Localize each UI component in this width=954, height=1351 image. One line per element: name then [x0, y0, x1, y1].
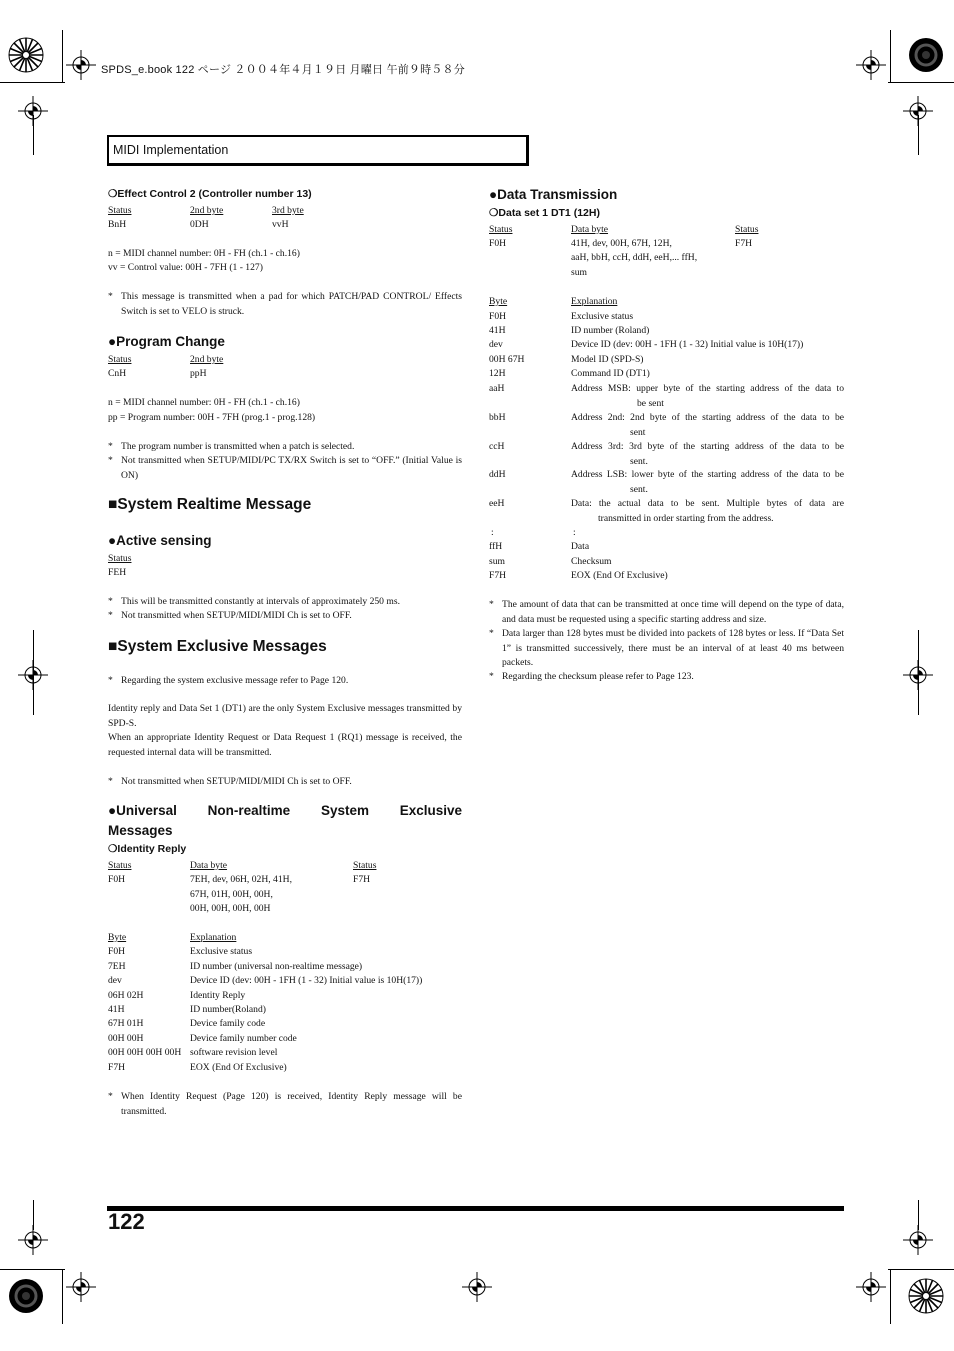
status-value: F7H — [735, 238, 753, 249]
explanation-cell: ID number(Roland) — [190, 1004, 266, 1015]
page-number: 122 — [108, 1209, 145, 1234]
byte-cell: dev — [489, 339, 503, 350]
footnote: * Not transmitted when SETUP/MIDI/MIDI Ch is set to OFF. — [108, 610, 352, 621]
col-head-data-byte: Data byte — [571, 224, 609, 235]
explanation-cell: Address MSB: upper byte of the starting address of the data to be sent — [571, 383, 844, 409]
paragraph: Identity reply and Data Set 1 (DT1) are the only System Exclusive messages transmitted by SPD-S. — [108, 703, 462, 729]
byte-cell: 06H 02H — [108, 990, 144, 1001]
data-byte-line: sum — [571, 267, 587, 278]
byte-cell: 41H — [489, 325, 506, 336]
col-head-2nd-byte: 2nd byte — [190, 205, 224, 216]
heading-word: System — [320, 803, 369, 818]
col-head-explanation: Explanation — [571, 296, 618, 307]
2nd-byte-value: 0DH — [190, 219, 209, 230]
explanation-cell: : — [573, 527, 576, 538]
footnote: * Regarding the system exclusive message refer to Page 120. — [108, 675, 349, 686]
crop-line — [888, 82, 954, 83]
footnote: * Not transmitted when SETUP/MIDI/MIDI Ch is set to OFF. — [108, 776, 352, 787]
explanation-cell: Address 2nd: 2nd byte of the starting address of the data to be sent — [571, 412, 844, 438]
explanation-cell: Device family number code — [190, 1033, 297, 1044]
byte-cell: 00H 67H — [489, 354, 525, 365]
definition-line: pp = Program number: 00H - 7FH (prog.1 - prog.128) — [108, 412, 316, 423]
col-head-status: Status — [489, 224, 513, 235]
crop-line — [33, 630, 34, 715]
byte-cell: 41H — [108, 1004, 125, 1015]
status-value: F0H — [489, 238, 507, 249]
crop-line — [888, 1269, 954, 1270]
explanation-cell: Exclusive status — [571, 311, 634, 322]
definition-line: vv = Control value: 00H - 7FH (1 - 127) — [108, 262, 263, 273]
footnote: * The amount of data that can be transmitted at once time will depend on the type of data, and data must be requested using a specific starting address and size. — [489, 599, 844, 625]
heading-word: ●Universal — [108, 803, 177, 818]
footnote: * Not transmitted when SETUP/MIDI/PC TX/RX Switch is set to “OFF.” (Initial Value is ON) — [108, 455, 462, 481]
byte-cell: 00H 00H 00H 00H — [108, 1047, 182, 1058]
byte-cell: eeH — [489, 498, 505, 509]
universal-nonrealtime-heading — [108, 803, 462, 818]
crosshair-mark-top-left-1 — [66, 50, 96, 80]
col-head-status: Status — [108, 354, 132, 365]
byte-cell: 67H 01H — [108, 1018, 144, 1029]
print-header: SPDS_e.book 122 ページ ２００４年４月１９日 月曜日 午前９時５８分 — [101, 64, 465, 76]
explanation-cell: Data — [571, 541, 590, 552]
explanation-cell: ID number (Roland) — [571, 325, 650, 336]
data-byte-line: 7EH, dev, 06H, 02H, 41H, — [190, 874, 292, 885]
byte-cell: : — [491, 527, 494, 538]
footer-rule — [107, 1206, 844, 1211]
col-head-status: Status — [735, 224, 759, 235]
system-realtime-heading: ■System Realtime Message — [108, 496, 312, 513]
byte-cell: ffH — [489, 541, 503, 552]
2nd-byte-value: ppH — [190, 368, 207, 379]
registration-rosette-bottom-left — [8, 1278, 44, 1314]
footnote: * The program number is transmitted when a patch is selected. — [108, 441, 355, 452]
crosshair-mark-top-right-1 — [856, 50, 886, 80]
col-head-status: Status — [108, 553, 132, 564]
effect-control-2-heading: ❍Effect Control 2 (Controller number 13) — [108, 188, 312, 200]
explanation-cell: Command ID (DT1) — [571, 368, 650, 379]
crop-line — [918, 1200, 919, 1230]
explanation-cell: Address 3rd: 3rd byte of the starting address of the data to be sent. — [571, 441, 844, 467]
footnote: * When Identity Request (Page 120) is received, Identity Reply message will be transmitted. — [108, 1091, 462, 1117]
byte-cell: 12H — [489, 368, 506, 379]
registration-rosette-top-left — [8, 37, 44, 73]
crop-line — [918, 630, 919, 715]
active-sensing-heading: ●Active sensing — [108, 533, 212, 548]
byte-cell: bbH — [489, 412, 506, 423]
col-head-2nd-byte: 2nd byte — [190, 354, 224, 365]
col-head-data-byte: Data byte — [190, 860, 228, 871]
crop-line — [62, 30, 63, 82]
byte-cell: ddH — [489, 469, 506, 480]
paragraph: When an appropriate Identity Request or Data Request 1 (RQ1) message is received, the requested internal data will be transmitted. — [108, 732, 462, 758]
byte-cell: F0H — [108, 946, 126, 957]
explanation-cell: Checksum — [571, 556, 612, 567]
crop-line — [33, 115, 34, 155]
crop-line — [918, 115, 919, 155]
footnote: * This message is transmitted when a pad for which PATCH/PAD CONTROL/ Effects Switch is set to VELO is struck. — [108, 291, 462, 317]
status-value: CnH — [108, 368, 127, 379]
explanation-cell: software revision level — [190, 1047, 278, 1058]
heading-word: Non-realtime — [207, 803, 291, 818]
crop-line — [890, 1269, 891, 1324]
explanation-cell: Data: the actual data to be sent. Multiple bytes of data are transmitted in order starting from the address. — [571, 498, 844, 524]
explanation-cell: Address LSB: lower byte of the starting address of the data to be sent. — [571, 469, 844, 495]
explanation-cell: Device ID (dev: 00H - 1FH (1 - 32) Initial value is 10H(17)) — [190, 975, 423, 986]
crop-line — [33, 1200, 34, 1230]
crosshair-mark-bottom-center — [462, 1272, 492, 1302]
crosshair-mark-bottom-left-2 — [66, 1272, 96, 1302]
section-title-box — [107, 135, 529, 166]
crosshair-mark-bottom-right-1 — [856, 1272, 886, 1302]
registration-rosette-top-right — [908, 37, 944, 73]
status-value: F0H — [108, 874, 126, 885]
byte-cell: sum — [489, 556, 505, 567]
system-exclusive-heading: ■System Exclusive Messages — [108, 638, 327, 655]
byte-cell: F0H — [489, 311, 507, 322]
data-byte-line: 41H, dev, 00H, 67H, 12H, — [571, 238, 672, 249]
data-byte-line: 67H, 01H, 00H, 00H, — [190, 889, 273, 900]
data-byte-line: aaH, bbH, ccH, ddH, eeH,... ffH, — [571, 252, 698, 263]
crop-line — [0, 82, 65, 83]
crop-line — [0, 1269, 65, 1270]
explanation-cell: EOX (End Of Exclusive) — [571, 570, 668, 581]
identity-reply-heading: ❍Identity Reply — [108, 843, 187, 855]
col-head-byte: Byte — [489, 296, 508, 307]
explanation-cell: EOX (End Of Exclusive) — [190, 1062, 287, 1073]
col-head-explanation: Explanation — [190, 932, 237, 943]
heading-word: Exclusive — [399, 803, 462, 818]
status-value: BnH — [108, 219, 127, 230]
byte-cell: dev — [108, 975, 122, 986]
col-head-status: Status — [108, 860, 132, 871]
crop-line — [62, 1269, 63, 1324]
footnote: * This will be transmitted constantly at intervals of approximately 250 ms. — [108, 596, 400, 607]
data-set-1-heading: ❍Data set 1 DT1 (12H) — [489, 207, 600, 219]
crop-line — [890, 30, 891, 82]
explanation-cell: Exclusive status — [190, 946, 253, 957]
explanation-cell: Identity Reply — [190, 990, 246, 1001]
explanation-cell: Device ID (dev: 00H - 1FH (1 - 32) Initial value is 10H(17)) — [571, 339, 804, 350]
byte-cell: 00H 00H — [108, 1033, 144, 1044]
definition-line: n = MIDI channel number: 0H - FH (ch.1 - ch.16) — [108, 397, 300, 408]
explanation-cell: Device family code — [190, 1018, 266, 1029]
data-byte-line: 00H, 00H, 00H, 00H — [190, 903, 271, 914]
explanation-cell: Model ID (SPD-S) — [571, 354, 644, 365]
data-transmission-heading: ●Data Transmission — [489, 187, 618, 202]
definition-line: n = MIDI channel number: 0H - FH (ch.1 - ch.16) — [108, 248, 300, 259]
universal-nonrealtime-heading-line2: Messages — [108, 823, 173, 838]
section-title: MIDI Implementation — [113, 143, 229, 157]
col-head-3rd-byte: 3rd byte — [272, 205, 304, 216]
byte-cell: aaH — [489, 383, 505, 394]
byte-cell: ccH — [489, 441, 505, 452]
status-value: F7H — [353, 874, 371, 885]
registration-rosette-bottom-right — [908, 1278, 944, 1314]
byte-cell: F7H — [108, 1062, 126, 1073]
byte-cell: F7H — [489, 570, 507, 581]
footnote: * Data larger than 128 bytes must be divided into packets of 128 bytes or less. If “Data Set 1” is transmitted successively, there must be an interval of at least 40 ms between packets. — [489, 628, 844, 668]
program-change-heading: ●Program Change — [108, 334, 225, 349]
col-head-status: Status — [108, 205, 132, 216]
col-head-byte: Byte — [108, 932, 127, 943]
explanation-cell: ID number (universal non-realtime message) — [190, 961, 363, 972]
footnote: * Regarding the checksum please refer to Page 123. — [489, 671, 694, 682]
col-head-status: Status — [353, 860, 377, 871]
byte-cell: 7EH — [108, 961, 126, 972]
3rd-byte-value: vvH — [272, 219, 289, 230]
status-value: FEH — [108, 567, 127, 578]
